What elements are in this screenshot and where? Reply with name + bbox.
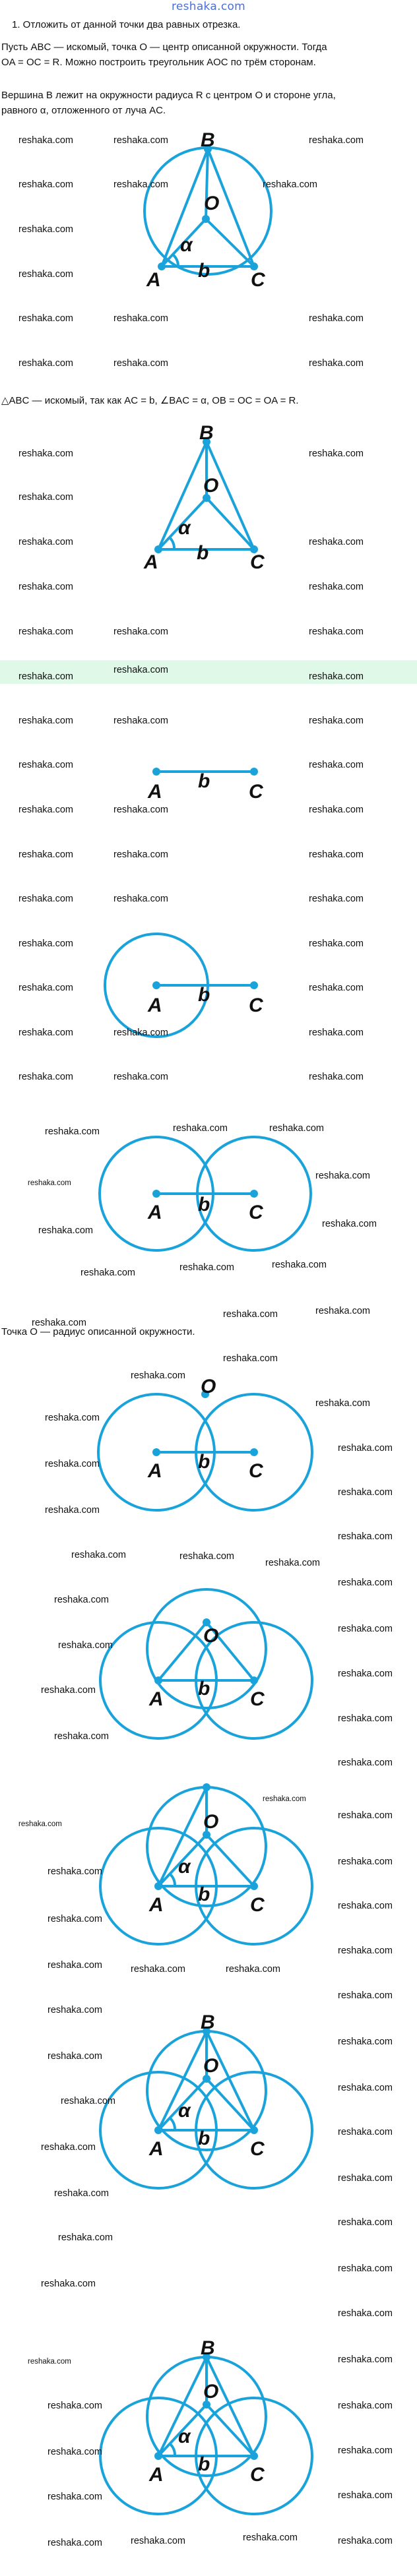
watermark: reshaka.com [45,1126,100,1137]
watermark: reshaka.com [223,1309,278,1320]
label-b: b [198,2128,210,2149]
watermark: reshaka.com [338,2445,393,2456]
watermark: reshaka.com [113,627,169,637]
label-A: A [148,781,162,803]
watermark: reshaka.com [18,1027,74,1038]
watermark: reshaka.com [309,313,364,324]
watermark: reshaka.com [18,716,74,726]
watermark: reshaka.com [18,135,74,146]
watermark: reshaka.com [309,716,364,726]
watermark: reshaka.com [315,1398,371,1409]
task-statement: 1. Отложить от данной точки два равных отрезка. [12,19,241,30]
label-O: O [203,475,219,497]
watermark: reshaka.com [309,582,364,592]
label-B: B [199,422,214,444]
watermark: reshaka.com [338,2037,393,2047]
label-b: b [198,2453,210,2475]
watermark: reshaka.com [338,1531,393,1542]
watermark: reshaka.com [41,2142,96,2153]
conclusion-line: △ABC — искомый, так как AC = b, ∠BAC = α, OB = OC = OA = R. [1,395,299,406]
label-C: C [249,781,263,803]
watermark: reshaka.com [338,2173,393,2184]
watermark: reshaka.com [338,1578,393,1588]
watermark: reshaka.com [338,1990,393,2001]
watermark: reshaka.com [309,671,364,682]
label-C: C [250,551,265,573]
watermark: reshaka.com [338,1624,393,1634]
watermark: reshaka.com [131,1370,186,1381]
watermark: reshaka.com [338,1810,393,1821]
watermark: reshaka.com [18,269,74,280]
watermark: reshaka.com [338,2308,393,2319]
watermark: reshaka.com [18,537,74,547]
watermark: reshaka.com [309,627,364,637]
watermark: reshaka.com [80,1268,136,1278]
watermark: reshaka.com [309,448,364,459]
watermark: reshaka.com [338,2263,393,2274]
label-alpha: α [178,2426,191,2447]
watermark: reshaka.com [113,313,169,324]
watermark: reshaka.com [263,179,318,190]
label-C: C [249,1202,263,1223]
watermark: reshaka.com [48,2401,103,2411]
watermark: reshaka.com [18,358,74,369]
label-A: A [144,551,158,573]
label-alpha: α [180,234,193,256]
label-alpha: α [178,1856,191,1878]
watermark: reshaka.com [315,1171,371,1181]
label-O: O [203,1625,219,1647]
watermark: reshaka.com [18,671,74,682]
watermark: reshaka.com [18,1072,74,1082]
label-b: b [198,260,210,282]
watermark: reshaka.com [18,313,74,324]
label-C: C [250,2464,265,2486]
label-A: A [148,1202,162,1223]
watermark: reshaka.com [48,1866,103,1877]
paragraph-line: равного α, отложенного от луча AC. [1,105,166,116]
watermark: reshaka.com [18,894,74,904]
label-A: A [149,2138,164,2160]
label-A: A [148,1460,162,1482]
watermark: reshaka.com [113,179,169,190]
watermark: reshaka.com [322,1219,377,1229]
label-C: C [249,1460,263,1482]
figure-three-circles-final [0,2337,417,2539]
label-b: b [197,542,209,564]
watermark: reshaka.com [179,1262,235,1273]
label-C: C [250,1894,265,1916]
watermark: reshaka.com [338,1443,393,1454]
watermark: reshaka.com [113,805,169,815]
watermark: reshaka.com [54,1731,110,1742]
watermark: reshaka.com [48,2492,103,2502]
watermark: reshaka.com [338,1758,393,1768]
watermark: reshaka.com [309,849,364,860]
paragraph-line: Вершина B лежит на окружности радиуса R с центром O и стороне угла, [1,90,336,101]
watermark: reshaka.com [309,805,364,815]
watermark: reshaka.com [223,1353,278,1364]
watermark: reshaka.com [309,358,364,369]
label-b: b [198,1884,210,1905]
watermark: reshaka.com [28,1179,71,1187]
watermark: reshaka.com [265,1558,321,1568]
label-b: b [198,1194,210,1215]
watermark: reshaka.com [48,2051,103,2062]
watermark: reshaka.com [309,1072,364,1082]
label-A: A [146,269,161,291]
watermark: reshaka.com [32,1318,87,1328]
watermark: reshaka.com [18,983,74,993]
watermark: reshaka.com [18,805,74,815]
watermark: reshaka.com [18,224,74,235]
label-C: C [249,995,263,1016]
watermark: reshaka.com [18,1820,62,1828]
watermark: reshaka.com [338,2490,393,2501]
label-A: A [149,1894,164,1916]
site-title[interactable]: reshaka.com [171,0,246,13]
watermark: reshaka.com [58,2232,113,2243]
label-alpha: α [178,517,191,539]
watermark: reshaka.com [338,2217,393,2228]
watermark: reshaka.com [18,760,74,770]
watermark: reshaka.com [315,1306,371,1316]
label-A: A [148,995,162,1016]
paragraph-line: Точка O — радиус описанной окружности. [1,1326,195,1337]
label-b: b [198,984,210,1006]
watermark: reshaka.com [45,1505,100,1516]
label-B: B [201,2337,215,2359]
label-alpha: α [178,2100,191,2122]
watermark: reshaka.com [338,2127,393,2137]
watermark: reshaka.com [309,1027,364,1038]
watermark: reshaka.com [45,1459,100,1469]
watermark: reshaka.com [18,448,74,459]
watermark: reshaka.com [18,938,74,949]
watermark: reshaka.com [113,894,169,904]
watermark: reshaka.com [18,492,74,503]
watermark: reshaka.com [28,2358,71,2366]
label-A: A [149,1688,164,1710]
watermark: reshaka.com [113,665,169,675]
label-O: O [204,193,220,214]
watermark: reshaka.com [338,2536,393,2546]
watermark: reshaka.com [58,1640,113,1651]
watermark: reshaka.com [309,135,364,146]
figure-triangle-1 [0,129,417,291]
label-C: C [250,1688,265,1710]
watermark: reshaka.com [338,1713,393,1724]
watermark: reshaka.com [48,2538,103,2548]
watermark: reshaka.com [48,1914,103,1924]
watermark: reshaka.com [113,849,169,860]
watermark: reshaka.com [18,627,74,637]
watermark: reshaka.com [131,1964,186,1975]
watermark: reshaka.com [45,1413,100,1423]
watermark: reshaka.com [61,2096,116,2106]
watermark: reshaka.com [272,1260,327,1270]
watermark: reshaka.com [54,1595,110,1605]
label-B: B [201,129,215,151]
label-O: O [201,1376,216,1397]
watermark: reshaka.com [338,1669,393,1679]
watermark: reshaka.com [18,179,74,190]
figure-two-circles [0,1128,417,1273]
watermark: reshaka.com [309,537,364,547]
watermark: reshaka.com [18,849,74,860]
watermark: reshaka.com [71,1550,127,1560]
watermark: reshaka.com [309,938,364,949]
watermark: reshaka.com [48,2447,103,2457]
watermark: reshaka.com [338,2354,393,2365]
watermark: reshaka.com [338,2083,393,2093]
watermark: reshaka.com [179,1551,235,1562]
watermark: reshaka.com [226,1964,281,1975]
watermark: reshaka.com [113,358,169,369]
label-C: C [251,269,265,291]
watermark: reshaka.com [309,760,364,770]
watermark: reshaka.com [113,135,169,146]
watermark: reshaka.com [338,1946,393,1956]
label-O: O [203,2381,219,2403]
label-O: O [203,1811,219,1833]
paragraph-line: OA = OC = R. Можно построить треугольник AOC по трём сторонам. [1,57,316,68]
label-b: b [198,1678,210,1700]
watermark: reshaka.com [48,2005,103,2015]
watermark: reshaka.com [243,2532,298,2543]
paragraph-line: Пусть ABC — искомый, точка O — центр описанной окружности. Тогда [1,42,327,53]
watermark: reshaka.com [173,1123,228,1134]
watermark: reshaka.com [338,1901,393,1911]
watermark: reshaka.com [113,716,169,726]
label-b: b [198,1451,210,1473]
watermark: reshaka.com [48,1960,103,1971]
watermark: reshaka.com [41,2279,96,2289]
label-B: B [201,2011,215,2033]
label-b: b [198,770,210,792]
watermark: reshaka.com [309,983,364,993]
watermark: reshaka.com [309,894,364,904]
watermark: reshaka.com [338,2401,393,2411]
watermark: reshaka.com [18,582,74,592]
watermark: reshaka.com [338,1856,393,1867]
watermark: reshaka.com [54,2188,110,2199]
watermark: reshaka.com [113,1072,169,1082]
watermark: reshaka.com [338,1487,393,1498]
watermark: reshaka.com [113,1027,169,1038]
watermark: reshaka.com [38,1225,94,1236]
watermark: reshaka.com [263,1795,306,1803]
watermark: reshaka.com [131,2536,186,2546]
label-C: C [250,2138,265,2160]
label-O: O [203,2055,219,2077]
watermark: reshaka.com [41,1685,96,1696]
watermark: reshaka.com [269,1123,325,1134]
label-A: A [149,2464,164,2486]
